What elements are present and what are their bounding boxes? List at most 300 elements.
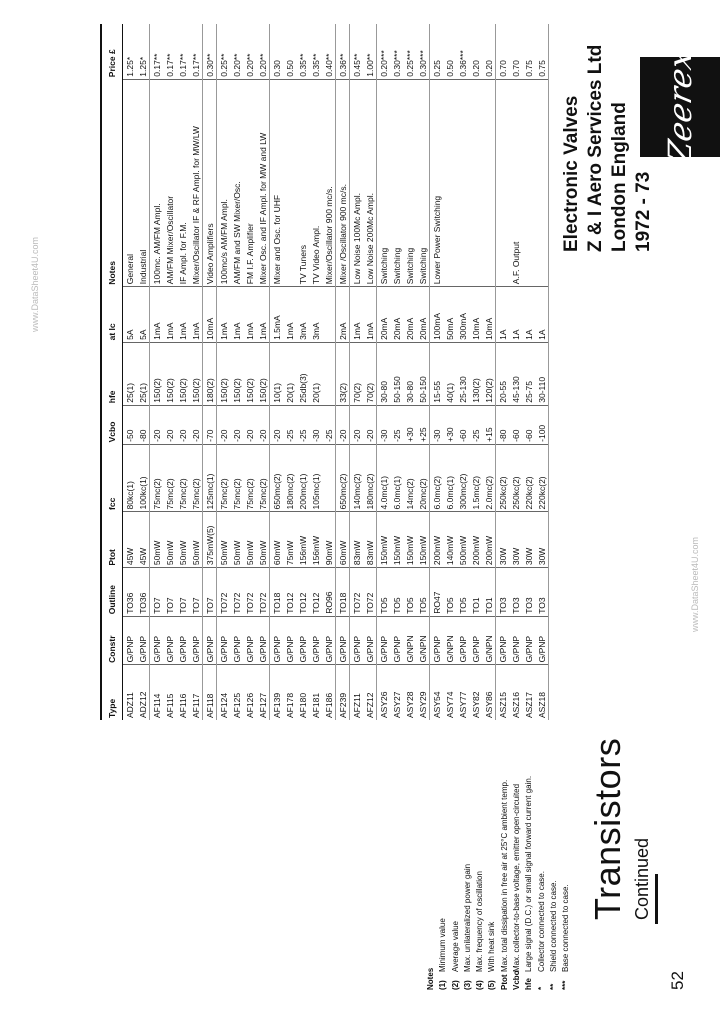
note-key: Vcbo — [512, 970, 522, 990]
table-cell: 6.0mc(1) — [443, 444, 456, 512]
note-key: *** — [561, 980, 571, 990]
table-cell: TO72 — [363, 568, 377, 617]
table-cell: -20 — [336, 405, 350, 444]
table-cell: -25 — [283, 405, 296, 444]
table-cell: 220kc(2) — [522, 444, 535, 512]
page-title: Transistors — [587, 737, 628, 920]
table-cell: 25(1) — [136, 342, 150, 405]
table-cell: -20 — [176, 405, 189, 444]
table-cell: 30-80 — [377, 342, 391, 405]
table-cell: 70(2) — [350, 342, 364, 405]
table-cell: -20 — [256, 405, 270, 444]
table-cell: TO3 — [496, 568, 510, 617]
company-line-2: Z & I Aero Services Ltd London England — [585, 44, 630, 252]
table-cell: 1mA — [283, 287, 296, 343]
table-cell: TO12 — [296, 568, 309, 617]
table-row — [203, 24, 217, 720]
table-cell: -30 — [377, 405, 391, 444]
table-cell: 0.17** — [151, 53, 162, 77]
table-row — [403, 24, 416, 720]
table-cell: TO72 — [243, 568, 256, 617]
table-cell: ASZ15 — [496, 665, 510, 720]
table-cell: 150mW — [403, 512, 416, 568]
table-cell: G/PNP — [456, 616, 469, 665]
table-cell: ASY28 — [403, 665, 416, 720]
table-cell: -60 — [509, 405, 522, 444]
table-cell: 30-80 — [403, 342, 416, 405]
table-cell: 50-150 — [416, 342, 430, 405]
table-row — [163, 24, 176, 720]
column-header: fcc — [101, 444, 123, 512]
table-cell: AF181 — [309, 665, 322, 720]
table-cell: 1.25* — [136, 24, 150, 79]
table-cell — [456, 79, 469, 286]
table-cell: AF125 — [230, 665, 243, 720]
table-cell: 0.70 — [510, 60, 521, 77]
table-cell: 10(1) — [270, 342, 284, 405]
table-cell: RO96 — [322, 568, 336, 617]
table-cell: 2mA — [336, 287, 350, 343]
table-cell: 50mW — [189, 512, 203, 568]
table-row — [243, 24, 256, 720]
table-cell: 0.36*** — [457, 50, 468, 77]
table-cell: 150mW — [377, 512, 391, 568]
table-cell — [482, 79, 496, 286]
table-cell: Mixer/Oscillator IF & RF Ampl. for MW/LW — [189, 79, 203, 286]
table-cell: -60 — [456, 405, 469, 444]
table-cell: Lower Power Switching — [430, 79, 444, 286]
table-cell: TO36 — [123, 568, 137, 617]
table-row — [230, 24, 243, 720]
table-cell: 6.0mc(1) — [390, 444, 403, 512]
table-cell: 0.75 — [523, 60, 534, 77]
table-cell: AF139 — [270, 665, 284, 720]
table-cell: G/PNP — [496, 616, 510, 665]
table-cell: 220kc(2) — [535, 444, 549, 512]
table-row — [482, 24, 496, 720]
table-row — [296, 24, 309, 720]
table-cell: +25 — [416, 405, 430, 444]
table-cell: G/PNP — [469, 616, 482, 665]
company-line-3: 1972 - 73 — [633, 171, 654, 252]
note-key: * — [536, 986, 546, 990]
page-number: 52 — [668, 971, 687, 990]
table-cell: 0.17** — [177, 53, 188, 77]
table-cell: -20 — [150, 405, 164, 444]
table-cell: G/PNP — [256, 616, 270, 665]
table-cell: 0.20 — [470, 60, 481, 77]
note-key: Ptot — [499, 974, 509, 990]
table-cell: -70 — [203, 405, 217, 444]
table-cell: 140mW — [443, 512, 456, 568]
table-cell: 75mc(2) — [163, 444, 176, 512]
table-cell: 650mc(2) — [336, 444, 350, 512]
table-cell: 1mA — [243, 287, 256, 343]
table-cell: TO5 — [416, 568, 430, 617]
table-cell: 1.00** — [363, 24, 377, 79]
table-cell: -80 — [136, 405, 150, 444]
note-text: Max. collector-to-base voltage, emitter open-circuited — [512, 783, 522, 972]
table-cell: 75mc(2) — [256, 444, 270, 512]
company-line-1: Electronic Valves — [561, 95, 582, 252]
table-cell: 30W — [496, 512, 510, 568]
note-key: (4) — [475, 980, 485, 990]
table-cell: 0.20** — [256, 24, 270, 79]
table-cell: 0.36** — [336, 24, 350, 79]
table-cell: 0.35** — [310, 53, 321, 77]
table-cell: G/PNP — [270, 616, 284, 665]
notes-section — [425, 720, 573, 990]
table-cell: 200mW — [482, 512, 496, 568]
table-cell: -20 — [163, 405, 176, 444]
table-cell: -20 — [270, 405, 284, 444]
table-cell: TO7 — [203, 568, 217, 617]
table-cell: 3mA — [309, 287, 322, 343]
table-cell: 1.5mc(2) — [469, 444, 482, 512]
table-cell: G/PNP — [163, 616, 176, 665]
table-row — [283, 24, 296, 720]
table-cell: 140mc(2) — [350, 444, 364, 512]
title-rule — [655, 874, 658, 924]
table-cell: 150(2) — [243, 342, 256, 405]
table-cell: AF186 — [322, 665, 336, 720]
table-cell: AM/FM Mixer/Oscillator — [163, 79, 176, 286]
table-cell: TO7 — [150, 568, 164, 617]
table-row — [322, 24, 336, 720]
table-cell: TO1 — [469, 568, 482, 617]
note-item — [536, 720, 548, 990]
table-cell: AF116 — [176, 665, 189, 720]
table-cell: FM I.F. Amplifier — [243, 79, 256, 286]
table-cell: TO3 — [509, 568, 522, 617]
note-item — [523, 720, 535, 990]
table-cell: 1mA — [176, 287, 189, 343]
table-cell: 33(2) — [336, 342, 350, 405]
table-row — [443, 24, 456, 720]
table-cell: G/PNP — [390, 616, 403, 665]
table-cell: 1mA — [150, 287, 164, 343]
table-row — [430, 24, 444, 720]
table-cell: 156mW — [309, 512, 322, 568]
table-cell: -60 — [522, 405, 535, 444]
table-cell: TO18 — [270, 568, 284, 617]
table-cell: 60mW — [336, 512, 350, 568]
table-cell: TO72 — [230, 568, 243, 617]
table-cell: G/PNP — [296, 616, 309, 665]
table-cell: ADZ12 — [136, 665, 150, 720]
table-cell: Video Amplifiers — [203, 79, 217, 286]
table-cell: TO5 — [403, 568, 416, 617]
table-cell: 5A — [123, 287, 137, 343]
table-cell: -20 — [243, 405, 256, 444]
table-cell: TO5 — [390, 568, 403, 617]
table-cell: TO3 — [522, 568, 535, 617]
note-text: Base connected to case. — [561, 884, 571, 972]
table-cell: 0.20** — [231, 53, 242, 77]
table-cell: 30W — [509, 512, 522, 568]
table-cell: 3mA — [296, 287, 309, 343]
table-cell: 0.17** — [164, 53, 175, 77]
table-cell: 150mW — [390, 512, 403, 568]
table-cell: 0.75 — [535, 24, 549, 79]
table-cell: 650mc(2) — [270, 444, 284, 512]
table-cell: G/NPN — [403, 616, 416, 665]
table-cell: -25 — [296, 405, 309, 444]
table-row — [256, 24, 270, 720]
table-cell: 200mW — [430, 512, 444, 568]
table-cell: 30-110 — [535, 342, 549, 405]
table-cell: 1A — [535, 287, 549, 343]
note-item — [511, 720, 523, 990]
table-cell: 180mc(2) — [283, 444, 296, 512]
table-cell: G/PNP — [363, 616, 377, 665]
table-cell: 30W — [535, 512, 549, 568]
table-cell: Mixer /Oscillator 900 mc/s. — [336, 79, 350, 286]
table-cell: 300mA — [456, 287, 469, 343]
table-cell: 25(1) — [123, 342, 137, 405]
table-cell: 300mc(2) — [456, 444, 469, 512]
table-body — [123, 24, 549, 720]
column-header: hfe — [101, 342, 123, 405]
table-cell: RO47 — [430, 568, 444, 617]
table-cell: 1A — [522, 287, 535, 343]
table-cell: 30W — [522, 512, 535, 568]
table-cell: TO5 — [443, 568, 456, 617]
table-row — [390, 24, 403, 720]
table-cell: 40(1) — [443, 342, 456, 405]
table-cell — [322, 287, 336, 343]
column-header: Price £ — [101, 24, 123, 79]
table-cell: 1A — [509, 287, 522, 343]
table-cell — [535, 79, 549, 286]
table-cell: AFZ12 — [363, 665, 377, 720]
note-key: (2) — [450, 980, 460, 990]
table-cell: 0.20** — [244, 53, 255, 77]
table-cell: 14mc(2) — [403, 444, 416, 512]
note-key: (3) — [462, 980, 472, 990]
table-cell: G/PNP — [150, 616, 164, 665]
note-item — [474, 720, 486, 990]
table-cell: 25-130 — [456, 342, 469, 405]
note-text: Large signal (D.C.) or small signal forward current gain. — [524, 775, 534, 972]
table-cell: G/PNP — [203, 616, 217, 665]
table-cell: 150(2) — [217, 342, 231, 405]
table-cell: G/PNP — [176, 616, 189, 665]
table-cell: ASY27 — [390, 665, 403, 720]
table-cell: AFZ11 — [350, 665, 364, 720]
table-cell: 75mc(2) — [243, 444, 256, 512]
table-cell: 4.0mc(1) — [377, 444, 391, 512]
table-cell: 0.25*** — [404, 50, 415, 77]
note-text: Average value — [450, 921, 460, 972]
table-cell: 0.17** — [189, 24, 203, 79]
table-cell: -50 — [123, 405, 137, 444]
table-cell: 0.40** — [322, 24, 336, 79]
table-cell: ASY54 — [430, 665, 444, 720]
table-cell: G/PNP — [377, 616, 391, 665]
table-row — [336, 24, 350, 720]
table-cell: G/PNP — [189, 616, 203, 665]
table-cell: 100mc. AM/FM Ampl. — [150, 79, 164, 286]
table-cell: 6.0mc(2) — [430, 444, 444, 512]
table-cell: 150(2) — [176, 342, 189, 405]
table-cell: -20 — [363, 405, 377, 444]
table-cell: ASZ16 — [509, 665, 522, 720]
table-cell: TO18 — [336, 568, 350, 617]
table-cell: 80kc(1) — [123, 444, 137, 512]
table-row — [522, 24, 535, 720]
table-cell: +30 — [403, 405, 416, 444]
table-cell: 120(2) — [482, 342, 496, 405]
note-item — [548, 720, 560, 990]
table-cell: TO7 — [176, 568, 189, 617]
note-text: Collector connected to case. — [536, 871, 546, 972]
table-cell: 250kc(2) — [509, 444, 522, 512]
table-cell: 1mA — [189, 287, 203, 343]
table-cell: 0.50 — [284, 60, 295, 77]
table-cell: AF127 — [256, 665, 270, 720]
table-row — [176, 24, 189, 720]
table-cell: 150(2) — [230, 342, 243, 405]
table-cell: +15 — [482, 405, 496, 444]
table-cell: Switching — [377, 79, 391, 286]
table-cell: 375mW(5) — [203, 512, 217, 568]
note-key: ** — [548, 983, 558, 990]
table-cell: G/PNP — [123, 616, 137, 665]
table-cell: G/PNP — [509, 616, 522, 665]
table-cell: G/NPN — [443, 616, 456, 665]
table-cell: 10mA — [469, 287, 482, 343]
table-cell: 156mW — [296, 512, 309, 568]
table-cell: -20 — [189, 405, 203, 444]
table-cell: AM/FM and SW Mixer/Osc. — [230, 79, 243, 286]
table-cell: 50mW — [256, 512, 270, 568]
table-cell: 1mA — [230, 287, 243, 343]
table-cell: -25 — [322, 405, 336, 444]
table-row — [217, 24, 231, 720]
logo-text: Zeerex — [661, 46, 699, 168]
table-cell: 1mA — [256, 287, 270, 343]
table-row — [363, 24, 377, 720]
table-cell: -30 — [309, 405, 322, 444]
watermark-top: www.DataSheet4U.com — [30, 236, 40, 332]
company-logo — [640, 46, 720, 168]
table-cell: 75mc(2) — [176, 444, 189, 512]
table-cell: ASY82 — [469, 665, 482, 720]
table-cell: ASY77 — [456, 665, 469, 720]
note-text: Minimum value — [438, 918, 448, 972]
table-cell: -100 — [535, 405, 549, 444]
table-cell: AF239 — [336, 665, 350, 720]
table-cell: 1mA — [163, 287, 176, 343]
table-cell: 20-55 — [496, 342, 510, 405]
table-cell: 83mW — [350, 512, 364, 568]
watermark-bottom: www.DataSheet4U.com — [690, 536, 700, 632]
table-cell — [443, 79, 456, 286]
table-cell: G/NPN — [416, 616, 430, 665]
note-item — [560, 720, 572, 990]
table-cell: G/PNP — [322, 616, 336, 665]
column-header: Notes — [101, 79, 123, 286]
table-cell: 25-75 — [522, 342, 535, 405]
table-cell: IF Ampl. for F.M. — [176, 79, 189, 286]
table-cell: G/PNP — [309, 616, 322, 665]
table-cell: 20(1) — [283, 342, 296, 405]
note-text: Shield connected to case. — [548, 880, 558, 972]
table-cell: 150(2) — [150, 342, 164, 405]
table-cell — [496, 79, 510, 286]
table-cell — [283, 79, 296, 286]
column-header: Ptot — [101, 512, 123, 568]
table-cell: 1mA — [350, 287, 364, 343]
table-cell: TO12 — [309, 568, 322, 617]
table-cell: 45W — [136, 512, 150, 568]
note-key: hfe — [524, 978, 534, 990]
table-cell: 50mW — [163, 512, 176, 568]
table-cell: TO7 — [163, 568, 176, 617]
table-row — [535, 24, 549, 720]
note-item — [499, 720, 511, 990]
table-cell: 20(1) — [309, 342, 322, 405]
table-row — [123, 24, 137, 720]
table-cell: 50mW — [217, 512, 231, 568]
table-cell: 0.45** — [351, 53, 362, 77]
table-cell: -20 — [217, 405, 231, 444]
table-cell: 105mc(1) — [309, 444, 322, 512]
table-cell: AF126 — [243, 665, 256, 720]
table-cell: 90mW — [322, 512, 336, 568]
table-cell: G/PNP — [535, 616, 549, 665]
table-cell: 100mc/s AM/FM Ampl. — [217, 79, 231, 286]
note-item — [486, 720, 498, 990]
table-cell: 180mc(2) — [363, 444, 377, 512]
table-cell: 75mc(2) — [150, 444, 164, 512]
table-cell: Low Noise 100Mc Ampl. — [350, 79, 364, 286]
table-cell: 50mW — [150, 512, 164, 568]
table-cell: TV Video Ampl. — [309, 79, 322, 286]
table-row — [270, 24, 284, 720]
table-cell: -25 — [390, 405, 403, 444]
table-cell: G/PNP — [350, 616, 364, 665]
table-cell: -30 — [430, 405, 444, 444]
table-cell: AF117 — [189, 665, 203, 720]
table-cell: 1mA — [363, 287, 377, 343]
table-cell: -20 — [350, 405, 364, 444]
table-row — [309, 24, 322, 720]
table-cell: TO7 — [189, 568, 203, 617]
table-cell: 130(2) — [469, 342, 482, 405]
table-row — [509, 24, 522, 720]
table-cell: 0.25 — [431, 60, 442, 77]
table-cell: 1mA — [217, 287, 231, 343]
table-cell: G/PNP — [522, 616, 535, 665]
table-cell: ASY29 — [416, 665, 430, 720]
table-cell: AF114 — [150, 665, 164, 720]
table-cell: 0.20*** — [378, 50, 389, 77]
notes-list — [437, 720, 572, 990]
note-item — [437, 720, 449, 990]
table-row — [150, 24, 164, 720]
table-cell — [469, 79, 482, 286]
table-cell: 60mW — [270, 512, 284, 568]
table-cell: Switching — [390, 79, 403, 286]
table-cell: 45W — [123, 512, 137, 568]
table-cell: ASY74 — [443, 665, 456, 720]
column-header: Outline — [101, 568, 123, 617]
column-header: Type — [101, 665, 123, 720]
table-cell: Switching — [403, 79, 416, 286]
table-cell: 0.30** — [203, 24, 217, 79]
